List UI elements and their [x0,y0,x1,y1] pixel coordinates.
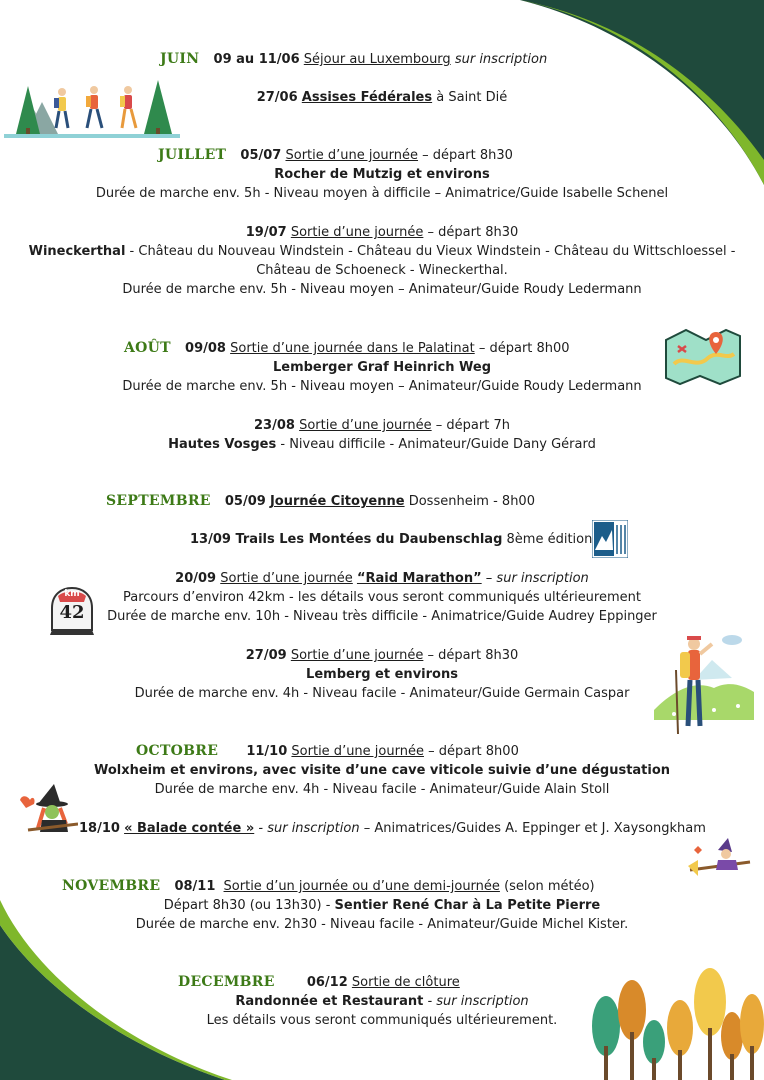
event-rest: – départ 8h30 [427,225,519,240]
septembre-event-2 [190,530,592,549]
km-value: 42 [59,602,85,623]
hiker-illustration [654,630,754,742]
event-title: Sortie d’une journée [290,225,424,240]
event-details: Durée de marche env. 4h - Niveau facile - Animateur/Guide Germain Caspar [134,686,630,701]
event-details: Durée de marche env. 10h - Niveau très difficile - Animatrice/Guide Audrey Eppinger [107,609,657,624]
month-aout: AOÛT [124,340,171,356]
event-note: - sur inscription [258,821,360,836]
witch-icon [18,784,78,836]
event-rest: à Saint Dié [436,90,508,105]
juillet-event-2-route [0,242,764,261]
event-date: 18/10 [79,821,120,836]
event-place: Randonnée et Restaurant [235,994,424,1009]
event-title: Sortie de clôture [351,975,460,990]
event-title: Séjour au Luxembourg [303,52,451,67]
event-date: 05/09 [224,494,266,509]
event-details: Durée de marche env. 4h - Niveau facile - Animateur/Guide Alain Stoll [154,782,610,797]
aout-event-1-header [124,339,570,358]
octobre-event-2 [79,819,706,838]
event-date: 20/09 [175,571,217,586]
month-juillet: JUILLET [158,147,227,163]
event-rest: – départ 8h30 [422,148,513,163]
event-title: Assises Fédérales [301,90,433,105]
event-date: 11/10 [246,744,288,759]
event-title: Sortie d’une journée [291,744,424,759]
juillet-event-2-header [0,223,764,242]
event-date: 08/11 [174,879,216,894]
event-title: « Balade contée » [124,821,255,836]
event-title: Sortie d’une journée [285,148,419,163]
event-title: Journée Citoyenne [269,494,405,509]
juin-event-1 [160,50,547,69]
septembre-event-1 [106,492,535,511]
event-date: 06/12 [306,975,348,990]
month-decembre: DECEMBRE [178,974,275,990]
event-details: Durée de marche env. 5h - Niveau moyen à difficile – Animatrice/Guide Isabelle Schenel [95,186,669,201]
event-details: Les détails vous seront communiqués ultérieurement. [206,1013,558,1028]
hikers-illustration [4,72,180,138]
event-rest: – départ 8h00 [428,744,519,759]
month-octobre: OCTOBRE [136,743,219,759]
event-depart: Départ 8h30 (ou 13h30) - [163,898,331,913]
event-place: Wineckerthal [28,244,126,259]
event-date: 19/07 [245,225,287,240]
event-place: Wolxheim et environs, avec visite d’une cave viticole suivie d’une dégustation [93,763,671,778]
novembre-event-1-header [62,877,595,896]
septembre-event-3-header [0,569,764,588]
event-date: 27/09 [245,648,287,663]
decembre-event-1-header [178,973,460,992]
month-novembre: NOVEMBRE [62,878,161,894]
event-details: Durée de marche env. 5h - Niveau moyen – Animateur/Guide Roudy Ledermann [122,282,642,297]
event-rest: 8ème édition [506,532,593,547]
event-title: Sortie d’une journée dans le Palatinat [230,341,475,356]
event-description: Parcours d’environ 42km - les détails vous seront communiqués ultérieurement [123,590,641,605]
km-42-icon [48,586,96,636]
event-date: 27/06 [256,90,298,105]
event-title: Sortie d’un journée ou d’une demi-journée [223,879,500,894]
trail-logo [592,520,628,558]
aout-event-2-details [0,435,764,454]
event-rest: – départ 8h00 [478,341,570,356]
septembre-event-4-header [0,646,764,665]
event-date: 23/08 [254,418,295,433]
event-place: Lemberger Graf Heinrich Weg [272,360,492,375]
event-place: Rocher de Mutzig et environs [274,167,490,182]
event-details: - Niveau difficile - Animateur/Guide Dany Gérard [280,437,596,452]
event-title: Sortie d’une journée [290,648,424,663]
event-title: Sortie d’une journée [220,571,353,586]
autumn-trees-illustration [588,966,764,1080]
event-title: Sortie d’une journée [299,418,432,433]
event-date: 09/08 [185,341,226,356]
novembre-event-1-depart [0,896,764,915]
octobre-event-1-header [136,742,519,761]
event-rest: – départ 7h [435,418,510,433]
event-place: Lemberg et environs [306,667,458,682]
month-septembre: SEPTEMBRE [106,493,211,509]
event-details: Durée de marche env. 5h - Niveau moyen – Animateur/Guide Roudy Ledermann [122,379,642,394]
event-details: Durée de marche env. 2h30 - Niveau facile - Animateur/Guide Michel Kister. [135,917,629,932]
event-rest: – départ 8h30 [427,648,519,663]
aout-event-2-header [0,416,764,435]
map-icon [662,320,744,388]
event-route: - Château du Nouveau Windstein - Château du Vieux Windstein - Château du Wittschloessel - [129,244,736,259]
event-rest: – Animatrices/Guides A. Eppinger et J. Xaysongkham [363,821,706,836]
event-bold-title: “Raid Marathon” [356,571,482,586]
event-place: Sentier René Char à La Petite Pierre [334,898,601,913]
event-route-continued: Château de Schoeneck - Wineckerthal. [256,263,508,278]
event-rest: (selon météo) [504,879,595,894]
km-unit: km [64,589,80,599]
juillet-event-1-header [158,146,513,165]
event-title: 13/09 Trails Les Montées du Daubenschlag [190,532,503,547]
event-place: Hautes Vosges [168,437,277,452]
event-note: sur inscription [454,52,548,67]
month-juin: JUIN [160,51,200,67]
event-note: – sur inscription [485,571,589,586]
event-rest: Dossenheim - 8h00 [408,494,535,509]
event-date: 09 au 11/06 [213,52,300,67]
flying-witch-icon [688,838,752,884]
event-date: 05/07 [240,148,282,163]
event-note: - sur inscription [427,994,529,1009]
